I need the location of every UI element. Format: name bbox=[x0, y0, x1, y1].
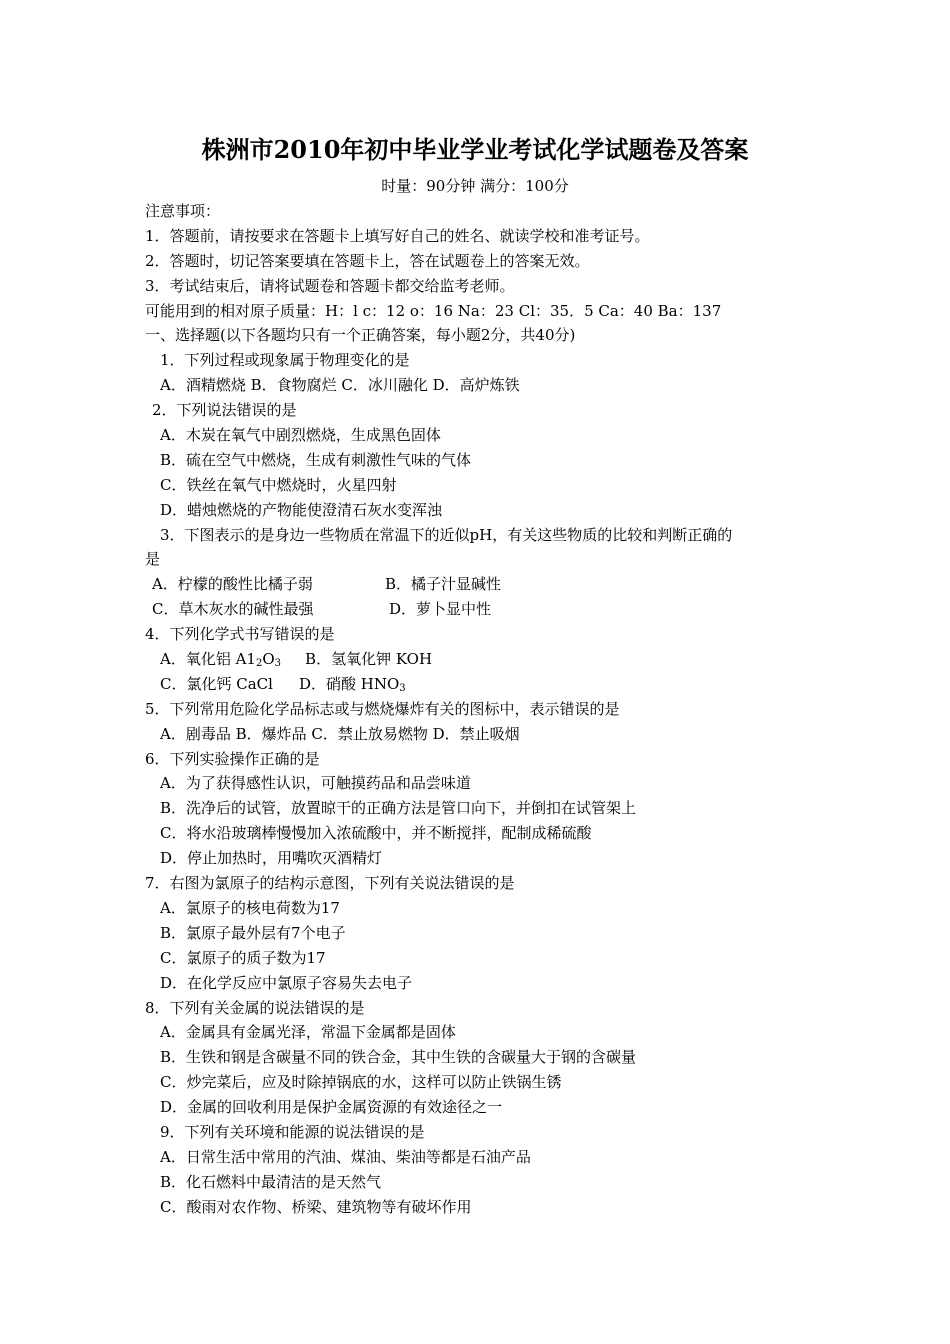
question-3-stem: 3．下图表示的是身边一些物质在常温下的近似pH，有关这些物质的比较和判断正确的 bbox=[160, 525, 733, 544]
option-text: O bbox=[262, 650, 275, 669]
notice-item: 2．答题时，切记答案要填在答题卡上，答在试题卷上的答案无效。 bbox=[145, 251, 590, 270]
question-7-option-d: D．在化学反应中氯原子容易失去电子 bbox=[160, 973, 413, 992]
question-1-stem: 1．下列过程或现象属于物理变化的是 bbox=[160, 351, 410, 370]
option-text: D．硝酸 HNO bbox=[298, 674, 400, 693]
document-body bbox=[145, 199, 825, 1220]
notice-item: 1．答题前，请按要求在答题卡上填写好自己的姓名、就读学校和准考证号。 bbox=[145, 226, 650, 245]
question-7-option-a: A．氯原子的核电荷数为17 bbox=[160, 898, 340, 917]
question-8-option-b: B．生铁和钢是含碳量不同的铁合金，其中生铁的含碳量大于钢的含碳量 bbox=[160, 1048, 637, 1067]
exam-duration-and-score: 时量：90分钟 满分：100分 bbox=[381, 177, 569, 195]
question-4-stem: 4．下列化学式书写错误的是 bbox=[145, 625, 335, 644]
question-1-options: A．酒精燃烧 B．食物腐烂 C．冰川融化 D．高炉炼铁 bbox=[160, 376, 520, 395]
question-2-option-c: C．铁丝在氧气中燃烧时，火星四射 bbox=[160, 475, 397, 494]
question-3-option-c: C．草木灰水的碱性最强 bbox=[152, 600, 314, 619]
question-7-option-c: C．氯原子的质子数为17 bbox=[160, 948, 326, 967]
subscript: 3 bbox=[399, 682, 406, 694]
notice-heading: 注意事项： bbox=[145, 202, 221, 220]
question-2-option-a: A．木炭在氧气中剧烈燃烧，生成黑色固体 bbox=[160, 426, 441, 445]
question-6-option-a: A．为了获得感性认识，可触摸药品和品尝味道 bbox=[160, 774, 471, 793]
question-4-option-c: C．氯化钙 CaCl bbox=[160, 674, 273, 693]
section-heading: 一、选择题(以下各题均只有一个正确答案，每小题2分，共40分) bbox=[145, 326, 576, 345]
question-8-option-a: A．金属具有金属光泽，常温下金属都是固体 bbox=[160, 1023, 456, 1042]
question-5-stem: 5．下列常用危险化学品标志或与燃烧爆炸有关的图标中，表示错误的是 bbox=[145, 699, 620, 718]
notice-item: 3．考试结束后，请将试题卷和答题卡都交给监考老师。 bbox=[145, 276, 515, 295]
subscript: 3 bbox=[274, 658, 282, 670]
question-3-option-a: A．柠檬的酸性比橘子弱 bbox=[152, 575, 313, 594]
question-8-option-d: D．金属的回收利用是保护金属资源的有效途径之一 bbox=[160, 1098, 503, 1117]
question-4-option-a bbox=[160, 650, 281, 668]
question-9-option-b: B．化石燃料中最清洁的是天然气 bbox=[160, 1172, 382, 1191]
question-3-options-cd bbox=[145, 597, 825, 622]
question-8-stem: 8．下列有关金属的说法错误的是 bbox=[145, 998, 365, 1017]
question-9-stem: 9．下列有关环境和能源的说法错误的是 bbox=[160, 1122, 425, 1141]
question-6-option-c: C．将水沿玻璃棒慢慢加入浓硫酸中，并不断搅拌，配制成稀硫酸 bbox=[160, 824, 592, 843]
question-3-option-d: D．萝卜显中性 bbox=[389, 600, 492, 619]
question-4-option-b: B．氢氧化钾 KOH bbox=[305, 650, 433, 669]
question-3-option-b: B．橘子汁显碱性 bbox=[385, 575, 502, 594]
question-3-stem-continued: 是 bbox=[145, 550, 161, 569]
question-6-option-d: D．停止加热时，用嘴吹灭酒精灯 bbox=[160, 849, 383, 868]
page-title: 株洲市2010年初中毕业学业考试化学试题卷及答案 bbox=[201, 135, 749, 164]
question-7-option-b: B．氯原子最外层有7个电子 bbox=[160, 923, 346, 942]
question-4-option-d bbox=[299, 675, 406, 693]
question-2-stem: 2．下列说法错误的是 bbox=[152, 401, 297, 420]
question-5-options: A．剧毒品 B．爆炸品 C．禁止放易燃物 D．禁止吸烟 bbox=[160, 724, 520, 743]
question-2-option-b: B．硫在空气中燃烧，生成有刺激性气味的气体 bbox=[160, 450, 472, 469]
atomic-mass-line: 可能用到的相对原子质量：H：l c：12 o：16 Na：23 Cl：35．5 Ca：40 Ba：137 bbox=[145, 301, 722, 320]
question-7-stem: 7．右图为氯原子的结构示意图，下列有关说法错误的是 bbox=[145, 874, 515, 893]
question-9-option-a: A．日常生活中常用的汽油、煤油、柴油等都是石油产品 bbox=[160, 1147, 531, 1166]
question-6-stem: 6．下列实验操作正确的是 bbox=[145, 749, 320, 768]
question-8-option-c: C．炒完菜后，应及时除掉锅底的水，这样可以防止铁锅生锈 bbox=[160, 1073, 562, 1092]
question-2-option-d: D．蜡烛燃烧的产物能使澄清石灰水变浑浊 bbox=[160, 500, 443, 519]
subscript: 2 bbox=[255, 658, 263, 670]
question-4-options-ab bbox=[145, 647, 825, 672]
option-text: A．氧化铝 A1 bbox=[160, 650, 256, 669]
question-4-options-cd bbox=[145, 672, 825, 697]
question-9-option-c: C．酸雨对农作物、桥梁、建筑物等有破坏作用 bbox=[160, 1197, 472, 1216]
question-3-options-ab bbox=[145, 572, 825, 597]
question-6-option-b: B．洗净后的试管，放置晾干的正确方法是管口向下，并倒扣在试管架上 bbox=[160, 799, 637, 818]
